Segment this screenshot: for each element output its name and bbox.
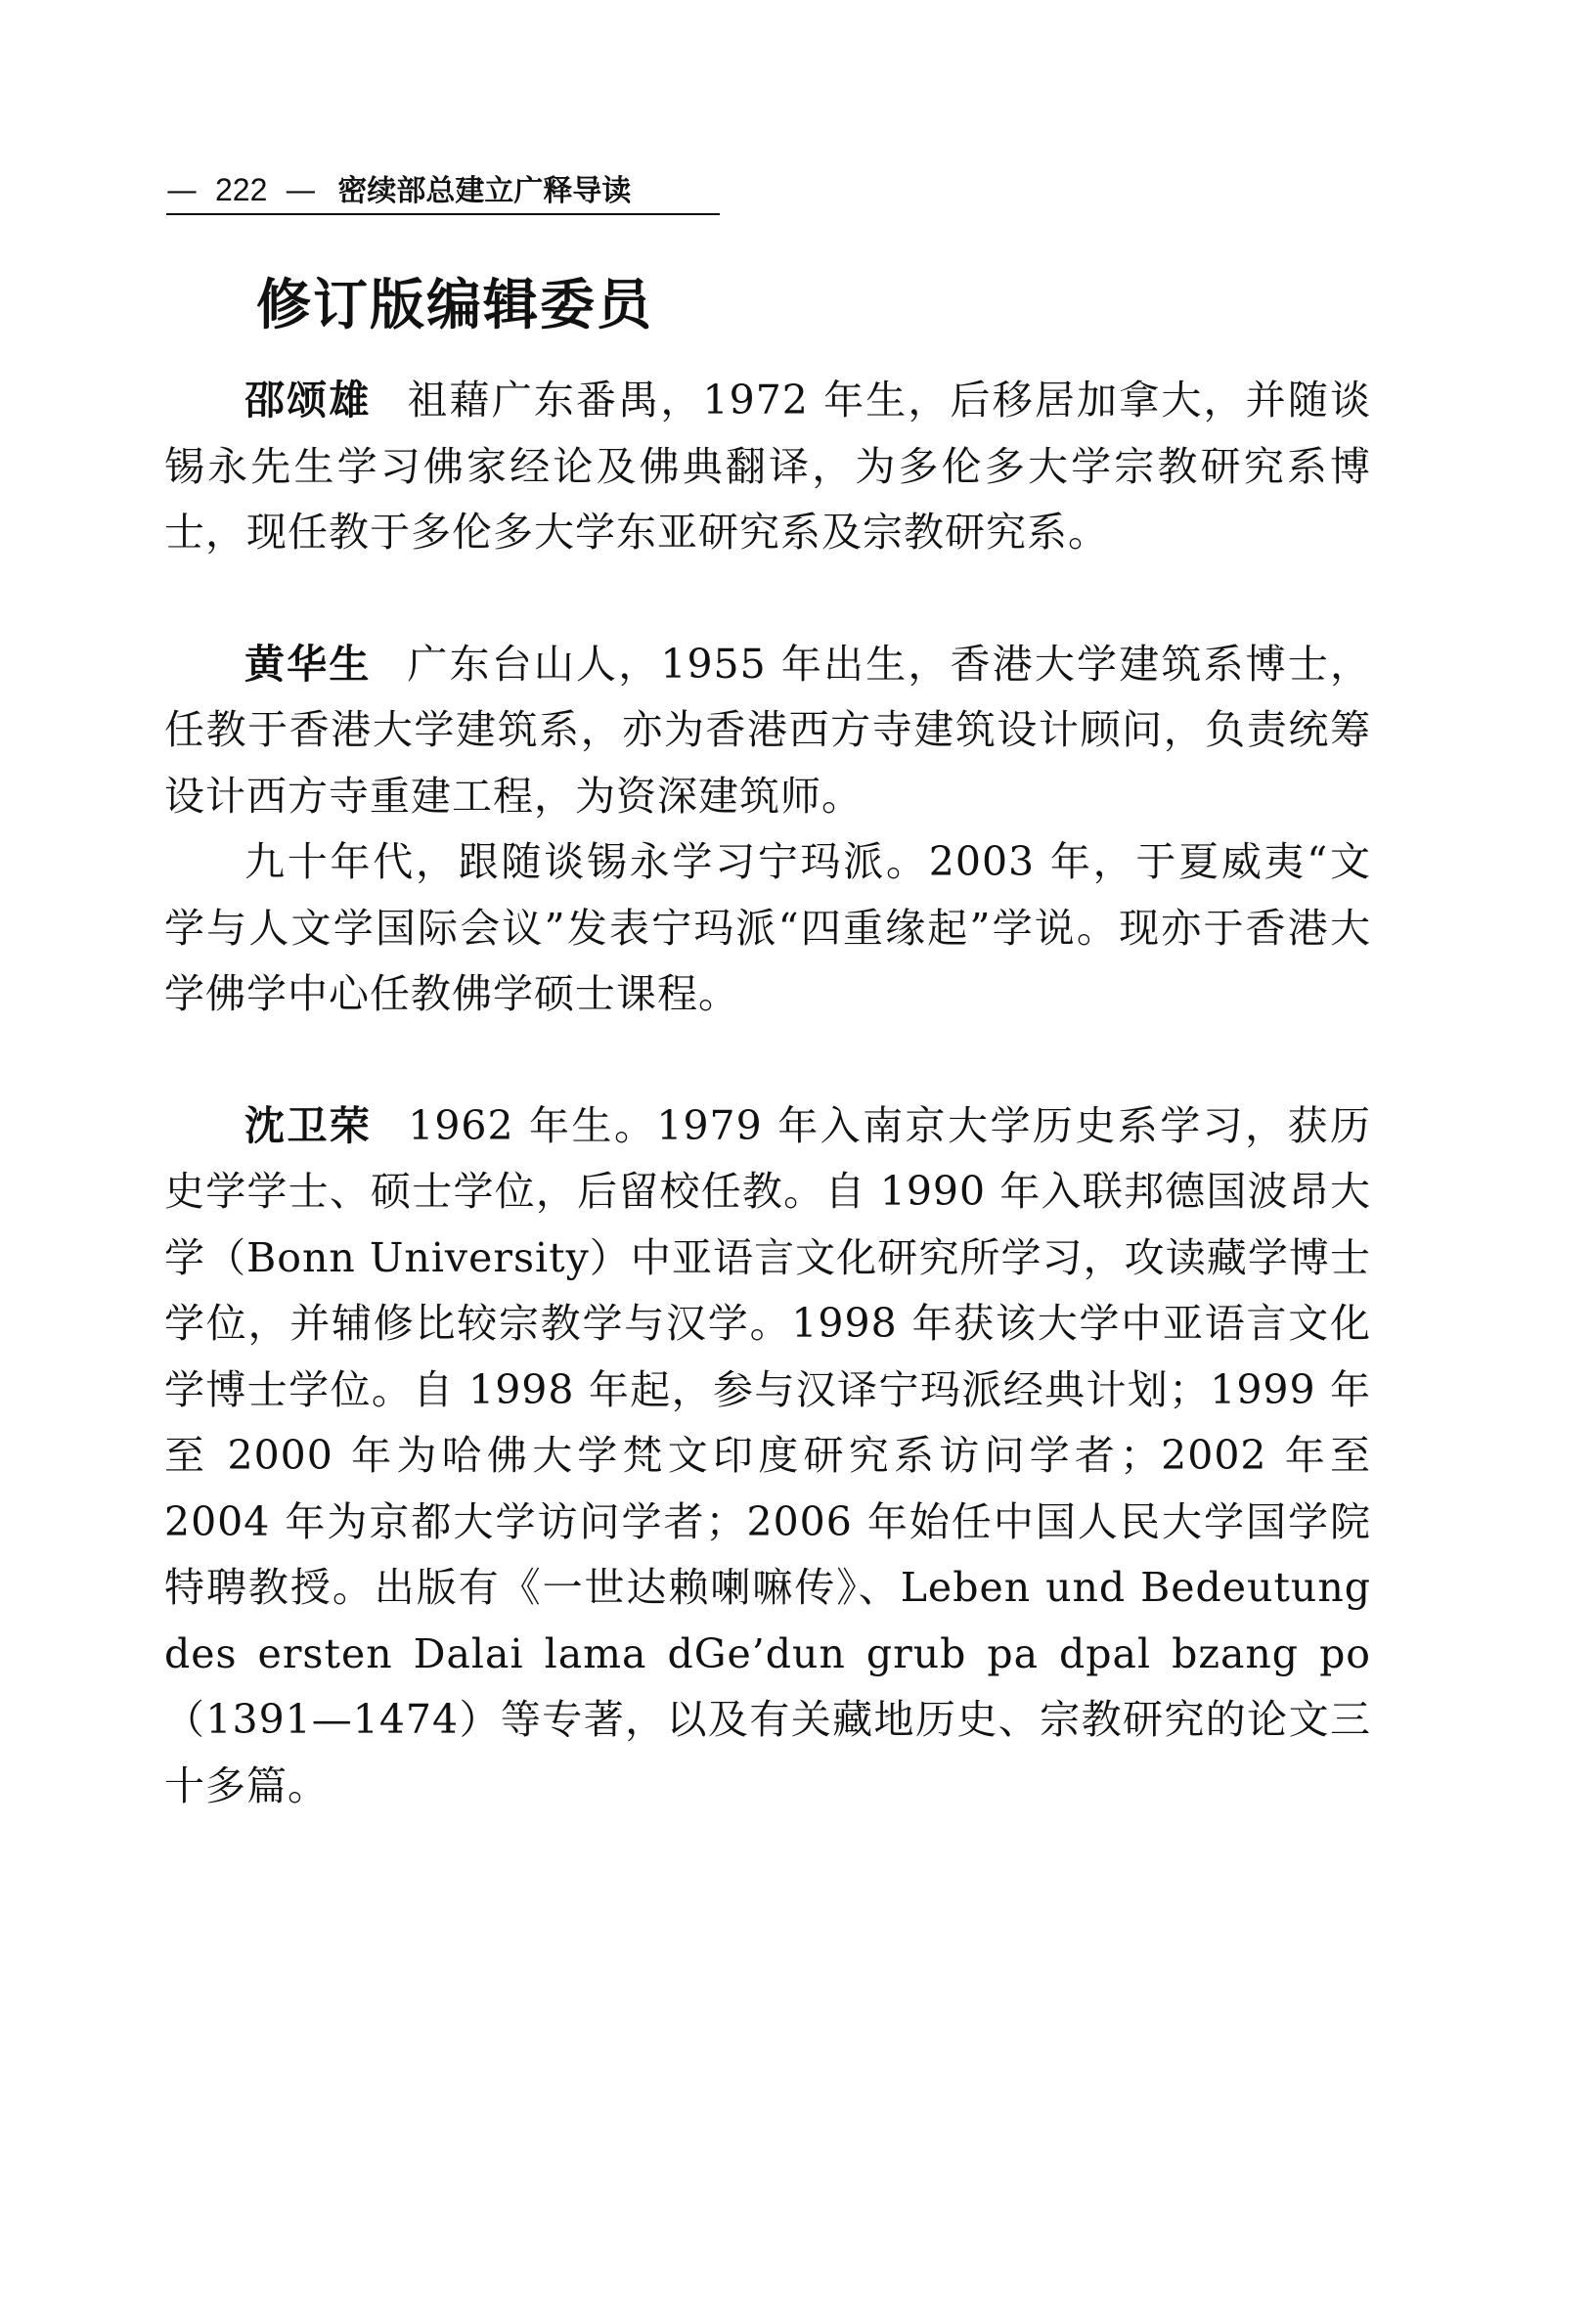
bio-paragraph (164, 368, 1371, 566)
bio-text: 祖藉广东番禺，1972 年生，后移居加拿大，并随谈锡永先生学习佛家经论及佛典翻译，为多伦多大学宗教研究系博士，现任教于多伦多大学东亚研究系及宗教研究系。 (164, 377, 1372, 556)
running-header (166, 166, 720, 215)
bio-text: 广东台山人，1955 年出生，香港大学建筑系博士，任教于香港大学建筑系，亦为香港西方寺建筑设计顾问，负责统筹设计西方寺重建工程，为资深建筑师。 (164, 640, 1372, 820)
member-name: 邵颂雄 (244, 377, 372, 423)
member-name: 黄华生 (244, 640, 372, 688)
header-dash-right: — (285, 171, 317, 208)
bio-paragraph (164, 632, 1371, 830)
header-dash-left: — (166, 171, 198, 208)
page-number: 222 (215, 172, 268, 207)
bio-paragraph: 九十年代，跟随谈锡永学习宁玛派。2003 年，于夏威夷“文学与人文学国际会议”发表宁玛派“四重缘起”学说。现亦于香港大学佛学中心任教佛学硕士课程。 (164, 838, 1371, 1017)
section-title: 修订版编辑委员 (256, 274, 653, 337)
bio-paragraph (164, 1093, 1371, 1820)
member-name: 沈卫荣 (244, 1101, 373, 1149)
member-bios (164, 368, 1371, 1819)
bio-text: 1962 年生。1979 年入南京大学历史系学习，获历史学学士、硕士学位，后留校任教。自 1990 年入联邦德国波昂大学（Bonn University）中亚语言文化研究所学习，攻读藏学博士学位，并辅修比较宗教学与汉学。1998 年获该大学中亚语言文化学博士学位。自 1998 年起，参与汉译宁玛派经典计划；1999 年至 2000 年为哈佛大学梵文印度研究系访问学者；2002 年至 2004 年为京都大学访问学者；2006 年始任中国人民大学国学院特聘教授。出版有《一世达赖喇嘛传》、Leben und Bedeutung des ersten Dalai lama dGe’dun grub pa dpal bzang po（1391—1474）等专著，以及有关藏地历史、宗教研究的论文三十多篇。 (164, 1101, 1372, 1809)
book-title: 密续部总建立广释导读 (337, 174, 632, 208)
